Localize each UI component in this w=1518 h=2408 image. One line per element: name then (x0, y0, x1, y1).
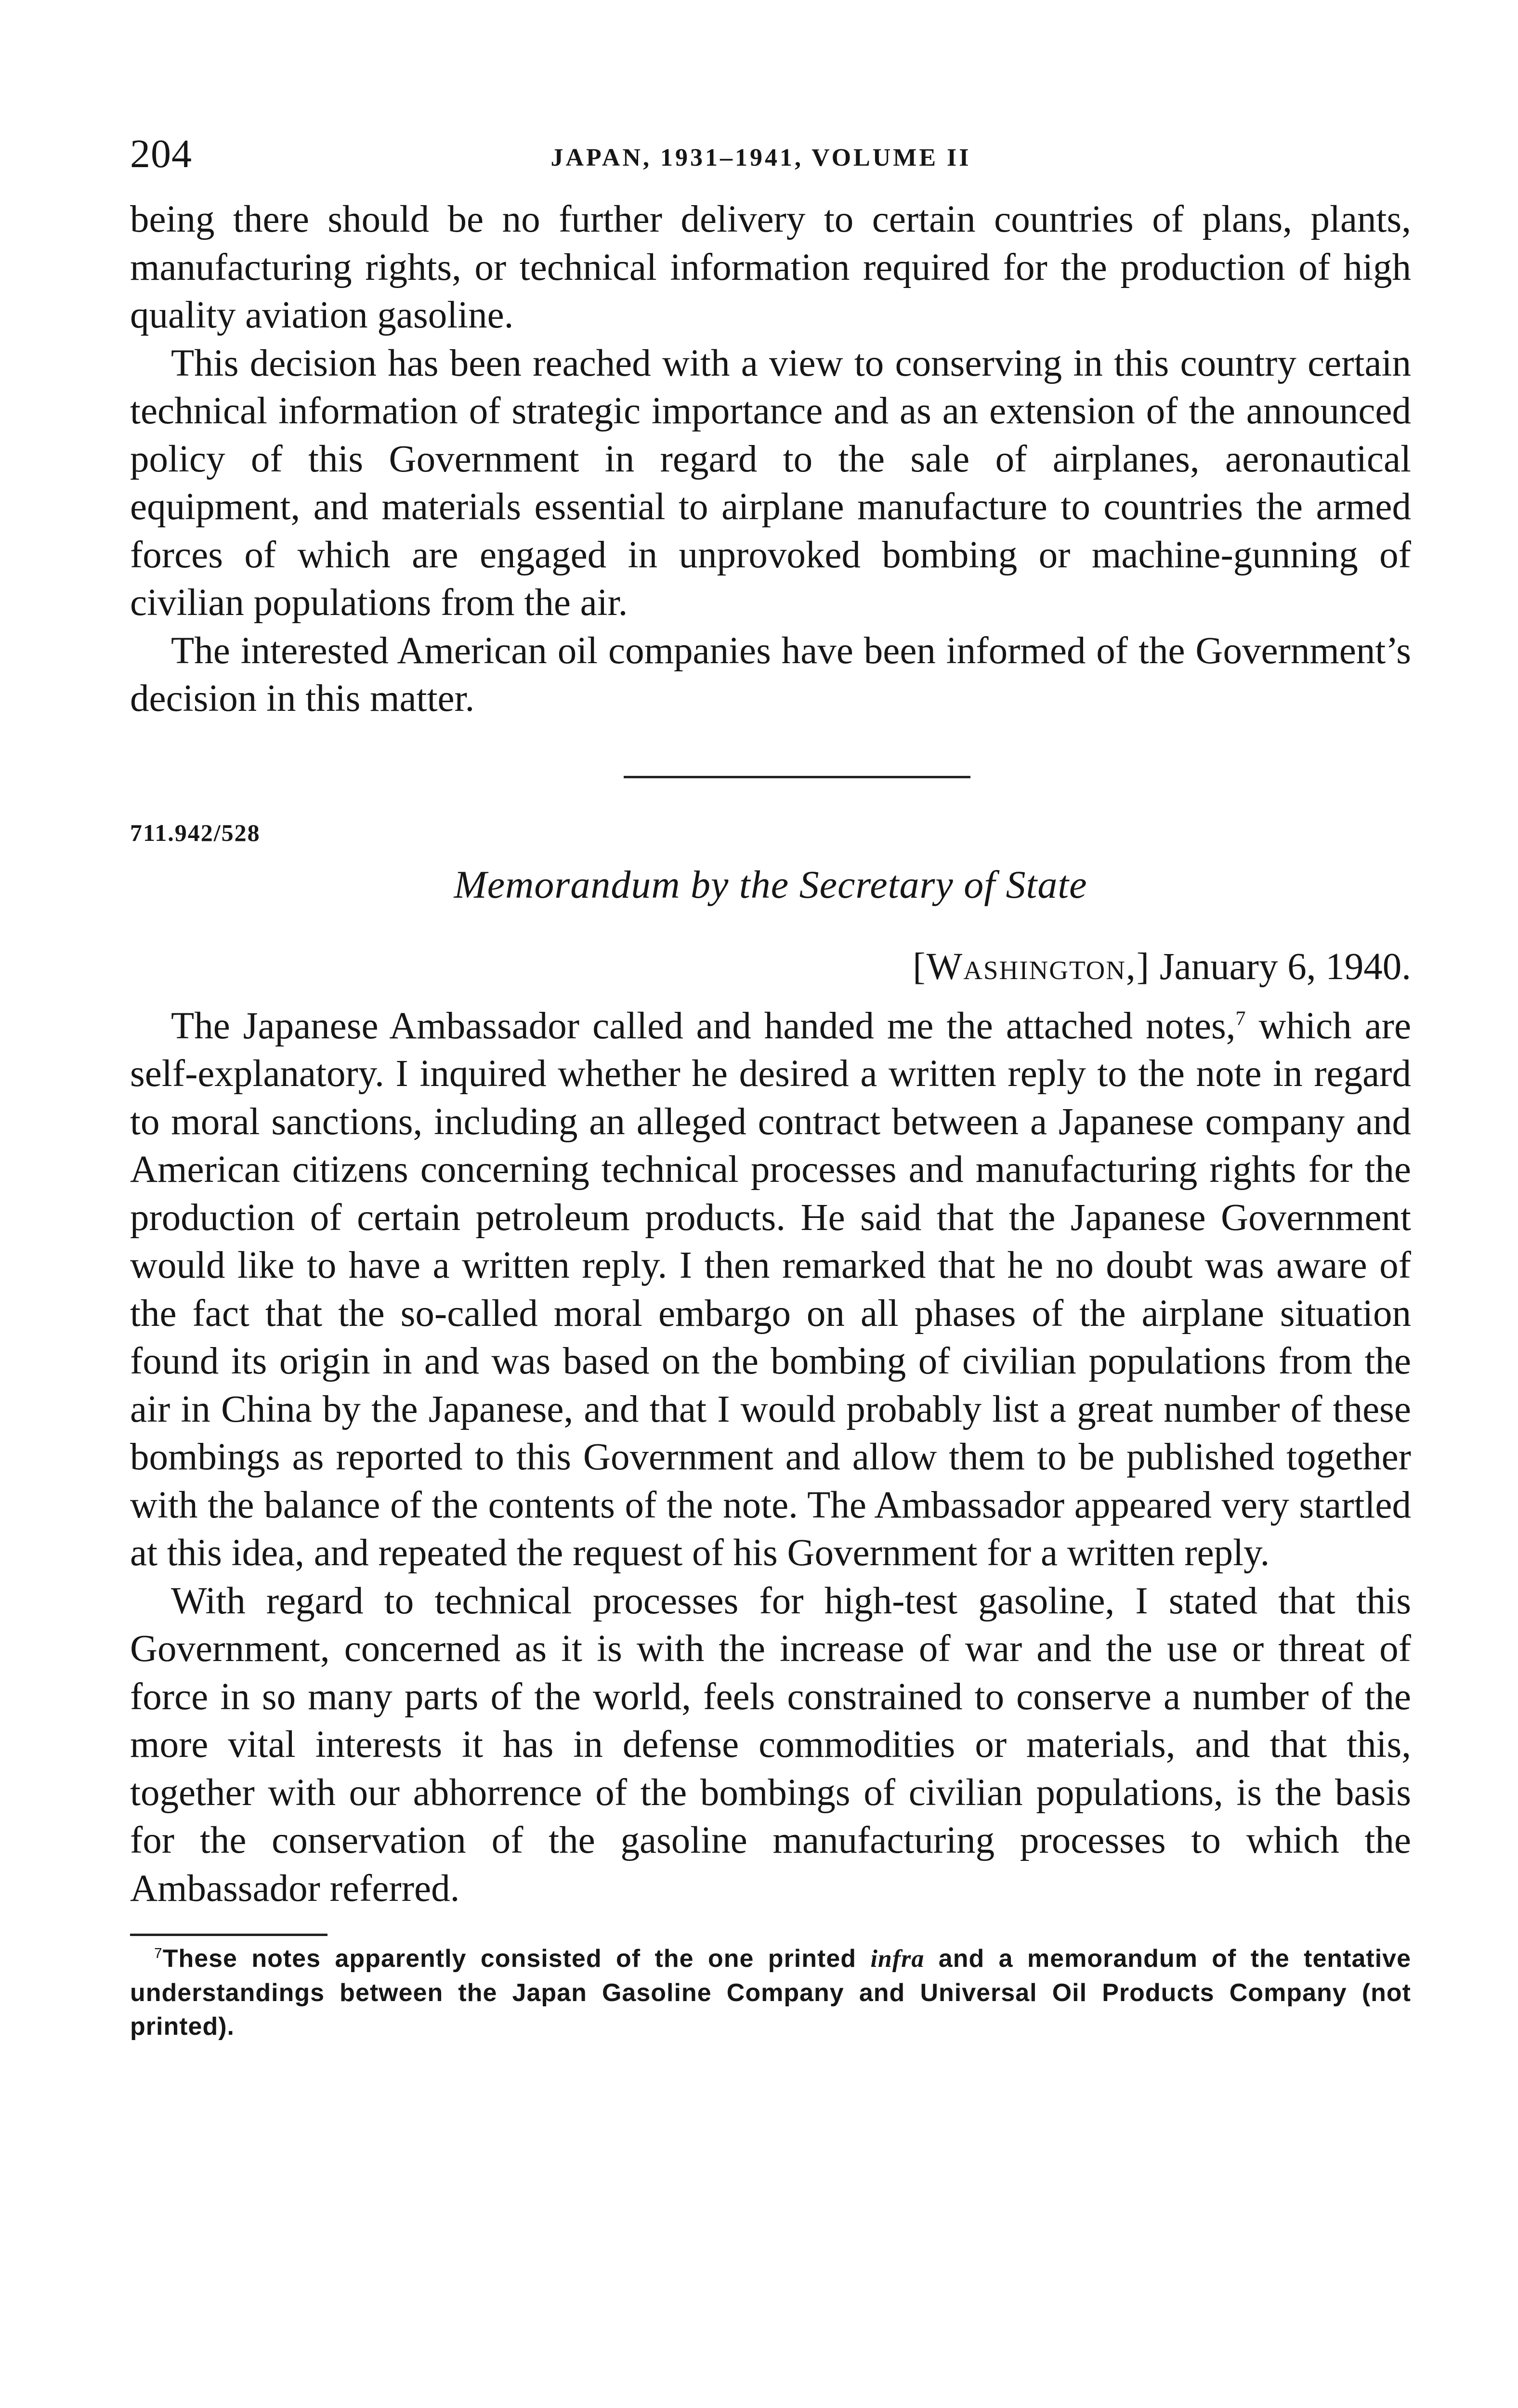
continued-paragraph: being there should be no further delivery to certain countries of plans, plants, manufacturing rights, or technical information required for the production of high quality aviation gasoline. (130, 198, 1411, 336)
decision-paragraph: This decision has been reached with a view to conserving in this country certain technical information of strategic importance and as an extension of the announced policy of this Government in regard to the sale of airplanes, aeronautical equipment, and materials essential to airplane manufacture to countries the armed forces of which are engaged in unprovoked bombing or machine-gunning of civilian populations from the air. (130, 342, 1411, 624)
page-number: 204 (130, 131, 192, 176)
memo-paragraph-2: With regard to technical processes for high-test gasoline, I stated that this Government, concerned as it is with the increase of war and the use or threat of force in so many parts of the world, feels constrained to conserve a number of the more vital interests it has in defense commodities or materials, and that this, together with our abhorrence of the bombings of civilian populations, is the basis for the conservation of the gasoline manufacturing processes to which the Ambassador referred. (130, 1580, 1411, 1910)
document-title: Memorandum by the Secretary of State (454, 862, 1087, 906)
footnote-text-end: and a memorandum of the tentative understandings between the Japan Gasoline Company and Universal Oil Products Company (not printed). (130, 1945, 1412, 2041)
section-divider (624, 776, 970, 778)
footnote-text-start: These notes apparently consisted of the one printed (162, 1945, 871, 1973)
footnote-emphasis: infra (870, 1945, 925, 1973)
running-header (130, 130, 1411, 183)
dateline-date: January 6, 1940. (1159, 945, 1411, 988)
document-page (130, 130, 1411, 2068)
footnote-reference[interactable]: 7 (1235, 1008, 1246, 1030)
running-title: JAPAN, 1931–1941, VOLUME II (550, 144, 971, 171)
dateline (130, 945, 1411, 988)
footnote (130, 1942, 1411, 2043)
memo-paragraph-1-rest: which are self-explanatory. I inquired whether he desired a written reply to the note in regard to moral sanctions, including an alleged contract between a Japanese company and American citizens concerning technical processes and manufacturing rights for the production of certain petroleum products. He said that the Japanese Government would like to have a written reply. I then remarked that he no doubt was aware of the fact that the so-called moral embargo on all phases of the airplane situation found its origin in and was based on the bombing of civilian populations from the air in China by the Japanese, and that I would probably list a great number of these bombings as reported to this Government and allow them to be published together with the balance of the contents of the note. The Ambassador appeared very startled at this idea, and repeated the request of his Government for a written reply. (130, 1005, 1412, 1574)
file-number: 711.942/528 (130, 819, 261, 846)
footnote-rule (130, 1934, 327, 1936)
memo-paragraph-1-start: The Japanese Ambassador called and handed me the attached notes, (171, 1005, 1236, 1047)
memo-paragraph-1 (130, 1002, 1411, 1577)
oil-companies-paragraph: The interested American oil companies have been informed of the Government’s decision in this matter. (130, 629, 1411, 720)
dateline-place: [Washington,] (913, 945, 1151, 988)
footnote-marker: 7 (154, 1945, 163, 1962)
